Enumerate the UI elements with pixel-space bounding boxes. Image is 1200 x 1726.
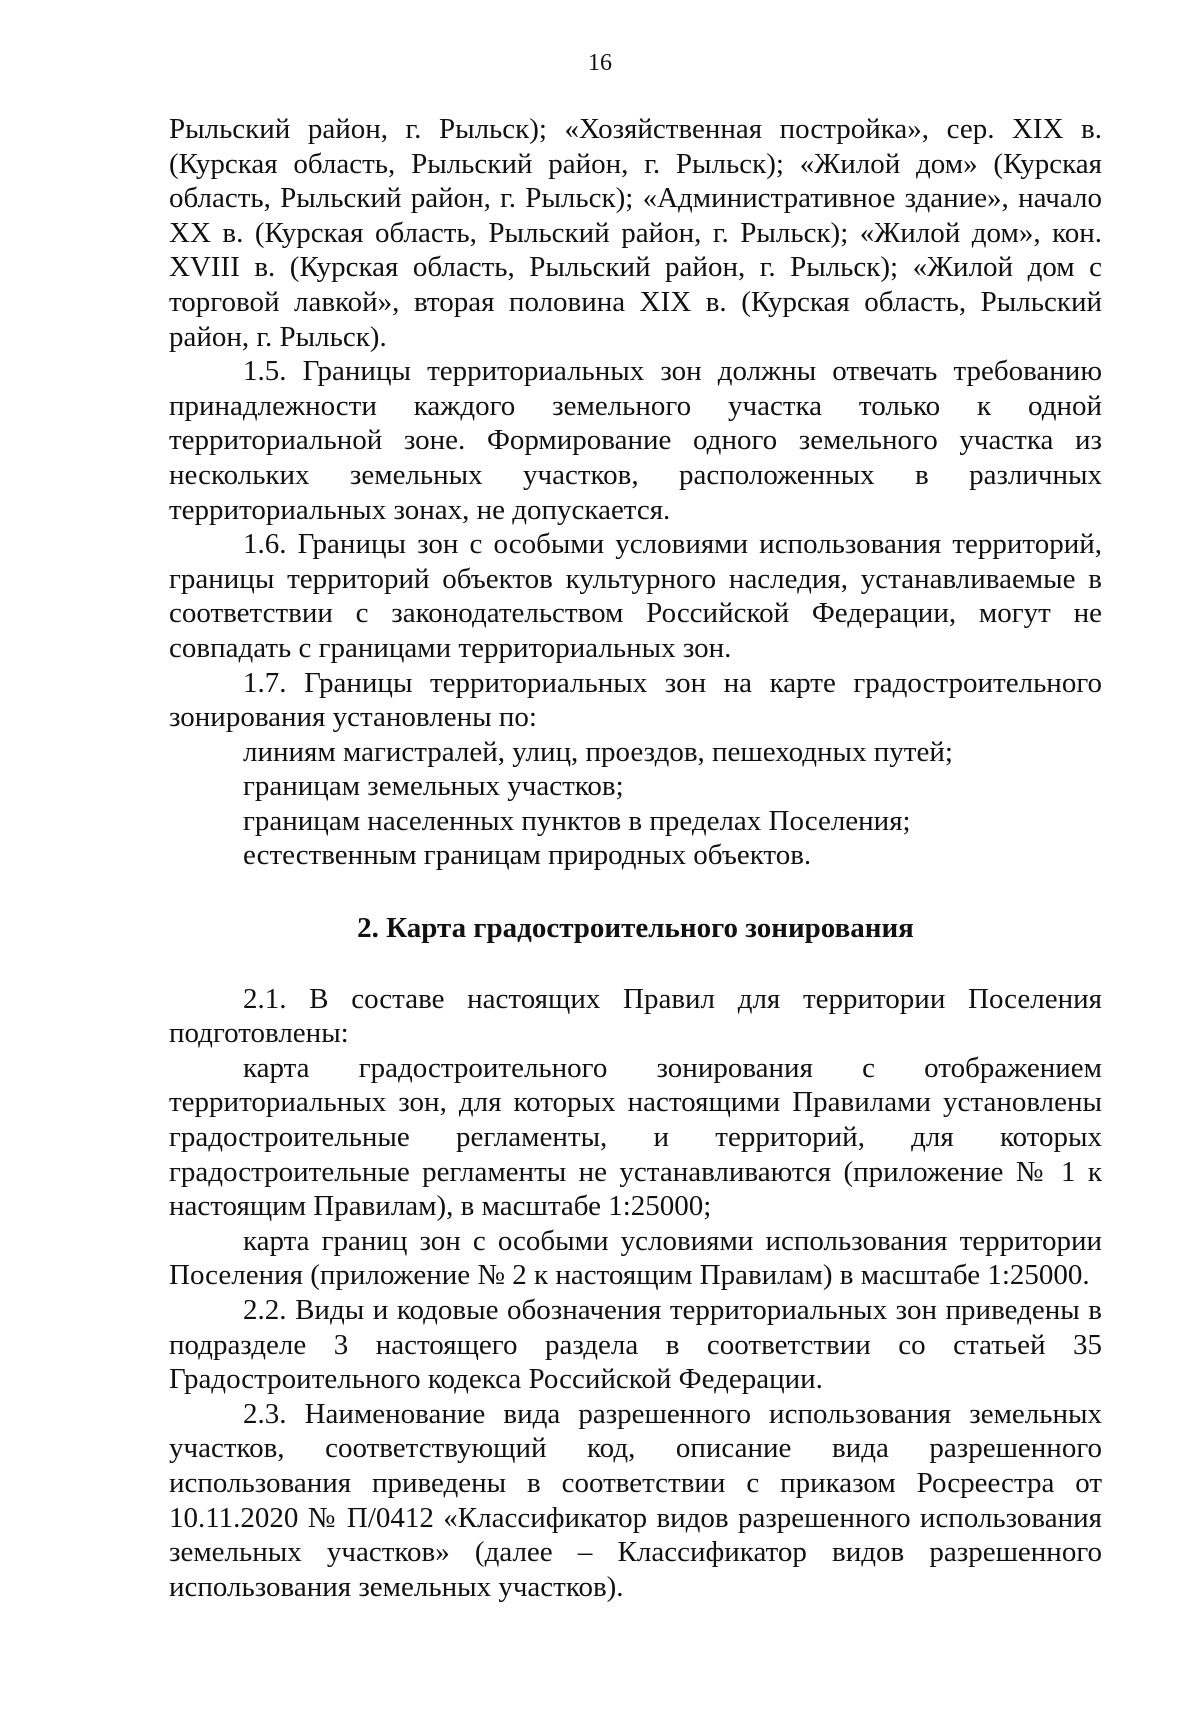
- paragraph-continuation: Рыльский район, г. Рыльск); «Хозяйственная постройка», сер. XIX в. (Курская область, Рыльский район, г. Рыльск); «Жилой дом» (Курская область, Рыльский район, г. Рыльск); «Административное здание», начало XX в. (Курская область, Рыльский район, г. Рыльск); «Жилой дом», кон. XVIII в. (Курская область, Рыльский район, г. Рыльск); «Жилой дом с торговой лавкой», вторая половина XIX в. (Курская область, Рыльский район, г. Рыльск).: [169, 113, 1102, 353]
- paragraph-1-7: 1.7. Границы территориальных зон на карте градостроительного зонирования установлены по:: [169, 666, 1102, 734]
- paragraph-2-3: 2.3. Наименование вида разрешенного использования земельных участков, соответствующий код, описание вида разрешенного использования приведены в соответствии с приказом Росреестра от 10.11.2020 № П/0412 «Классификатор видов разрешенного использования земельных участков» (далее – Классификатор видов разрешенного использования земельных участков).: [169, 1397, 1102, 1603]
- list-item: границам земельных участков;: [243, 770, 624, 803]
- page-number: 16: [588, 50, 612, 76]
- paragraph-1-5: 1.5. Границы территориальных зон должны отвечать требованию принадлежности каждого земельного участка только к одной территориальной зоне. Формирование одного земельного участка из нескольких земельных участков, расположенных в различных территориальных зонах, не допускается.: [169, 355, 1102, 526]
- document-body: [169, 112, 1102, 1604]
- list-item: границам населенных пунктов в пределах Поселения;: [243, 804, 911, 837]
- paragraph-2-2: 2.2. Виды и кодовые обозначения территориальных зон приведены в подразделе 3 настоящего раздела в соответствии со статьей 35 Градостроительного кодекса Российской Федерации.: [169, 1294, 1102, 1396]
- paragraph-zoning-map: карта градостроительного зонирования с отображением территориальных зон, для которых настоящими Правилами установлены градостроительные регламенты, и территорий, для которых градостроительные регламенты не устанавливаются (приложение № 1 к настоящим Правилам), в масштабе 1:25000;: [169, 1051, 1102, 1223]
- list-item: линиям магистралей, улиц, проездов, пешеходных путей;: [243, 735, 953, 768]
- paragraph-zones-map: карта границ зон с особыми условиями использования территории Поселения (приложение № 2 к настоящим Правилам) в масштабе 1:25000.: [169, 1224, 1102, 1292]
- section-heading: 2. Карта градостроительного зонирования: [357, 912, 914, 945]
- list-item: естественным границам природных объектов.: [243, 839, 812, 872]
- paragraph-2-1: 2.1. В составе настоящих Правил для территории Поселения подготовлены:: [169, 982, 1102, 1050]
- paragraph-1-6: 1.6. Границы зон с особыми условиями использования территорий, границы территорий объектов культурного наследия, устанавливаемые в соответствии с законодательством Российской Федерации, могут не совпадать с границами территориальных зон.: [169, 528, 1102, 664]
